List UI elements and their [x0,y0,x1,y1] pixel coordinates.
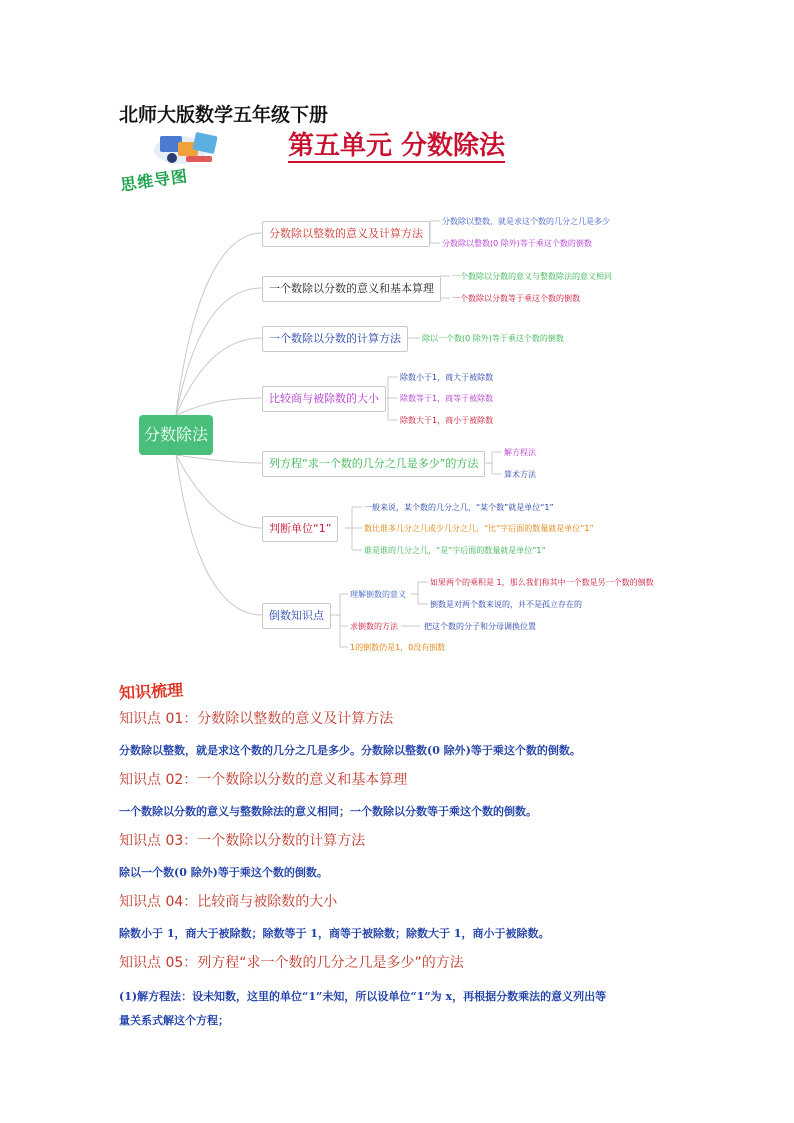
knowledge-point-4-body: 除数小于 1，商大于被除数；除数等于 1，商等于被除数；除数大于 1，商小于被除数。 [119,927,550,940]
leaf-6-2: 数比谁多几分之几或少几分之几，“比”字后面的数量就是单位“1” [364,524,594,533]
branch-node-7: 倒数知识点 [262,603,331,629]
mind-map-label: 思维导图 [119,166,190,195]
leaf-6-1: 一般来说，某个数的几分之几，“某个数”就是单位“1” [364,503,554,512]
leaf-4-2: 除数等于1，商等于被除数 [400,394,494,403]
leaf-4-1: 除数小于1，商大于被除数 [400,373,494,382]
leaf-5-1: 解方程法 [504,448,536,457]
branch-node-3: 一个数除以分数的计算方法 [262,326,408,352]
sub-7-1: 理解倒数的意义 [350,590,406,599]
textbook-title: 北师大版数学五年级下册 [119,104,329,126]
leaf-4-3: 除数大于1，商小于被除数 [400,416,494,425]
branch-node-5: 列方程“求一个数的几分之几是多少”的方法 [262,451,485,477]
knowledge-point-5-body: (1)解方程法：设未知数，这里的单位“1”未知，所以设单位“1”为 x，再根据分数乘法的意义列出等 [119,990,607,1003]
unit-title: 第五单元 分数除法 [288,131,506,161]
branch-node-1: 分数除以整数的意义及计算方法 [262,221,430,247]
sub-7-2: 求倒数的方法 [350,622,398,631]
branch-node-2: 一个数除以分数的意义和基本算理 [262,276,441,302]
leaf-2-2: 一个数除以分数等于乘这个数的倒数 [452,294,580,303]
knowledge-point-2-heading: 知识点 02：一个数除以分数的意义和基本算理 [119,772,408,788]
leaf-5-2: 算术方法 [504,470,536,479]
knowledge-point-4-heading: 知识点 04：比较商与被除数的大小 [119,894,338,910]
knowledge-section-title: 知识梳理 [118,680,184,703]
sub-7-3: 1的倒数仍是1，0没有倒数 [350,643,446,652]
knowledge-point-5-heading: 知识点 05：列方程“求一个数的几分之几是多少”的方法 [119,955,464,971]
mindmap-root: 分数除法 [139,415,213,455]
leaf-7-1-2: 倒数是对两个数来说的，并不是孤立存在的 [430,600,582,609]
leaf-1-1: 分数除以整数，就是求这个数的几分之几是多少 [442,217,610,226]
knowledge-point-3-body: 除以一个数(0 除外)等于乘这个数的倒数。 [119,866,328,879]
leaf-1-2: 分数除以整数(0 除外)等于乘这个数的倒数 [442,239,592,248]
branch-node-6: 判断单位“1” [262,516,338,542]
leaf-6-3: 谁是谁的几分之几，“是”字后面的数量就是单位“1” [364,546,546,555]
knowledge-point-1-heading: 知识点 01：分数除以整数的意义及计算方法 [119,711,394,727]
branch-node-4: 比较商与被除数的大小 [262,386,386,412]
knowledge-point-3-heading: 知识点 03：一个数除以分数的计算方法 [119,833,366,849]
leaf-7-2-1: 把这个数的分子和分母调换位置 [424,622,536,631]
leaf-3-1: 除以一个数(0 除外)等于乘这个数的倒数 [422,334,564,343]
knowledge-point-1-body: 分数除以整数，就是求这个数的几分之几是多少。分数除以整数(0 除外)等于乘这个数的倒数。 [119,744,581,757]
knowledge-point-2-body: 一个数除以分数的意义与整数除法的意义相同；一个数除以分数等于乘这个数的倒数。 [119,805,537,818]
knowledge-point-5-body-cont: 量关系式解这个方程； [119,1014,229,1027]
leaf-7-1-1: 如果两个的乘积是 1，那么我们称其中一个数是另一个数的倒数 [430,578,654,587]
leaf-2-1: 一个数除以分数的意义与整数除法的意义相同 [452,272,612,281]
